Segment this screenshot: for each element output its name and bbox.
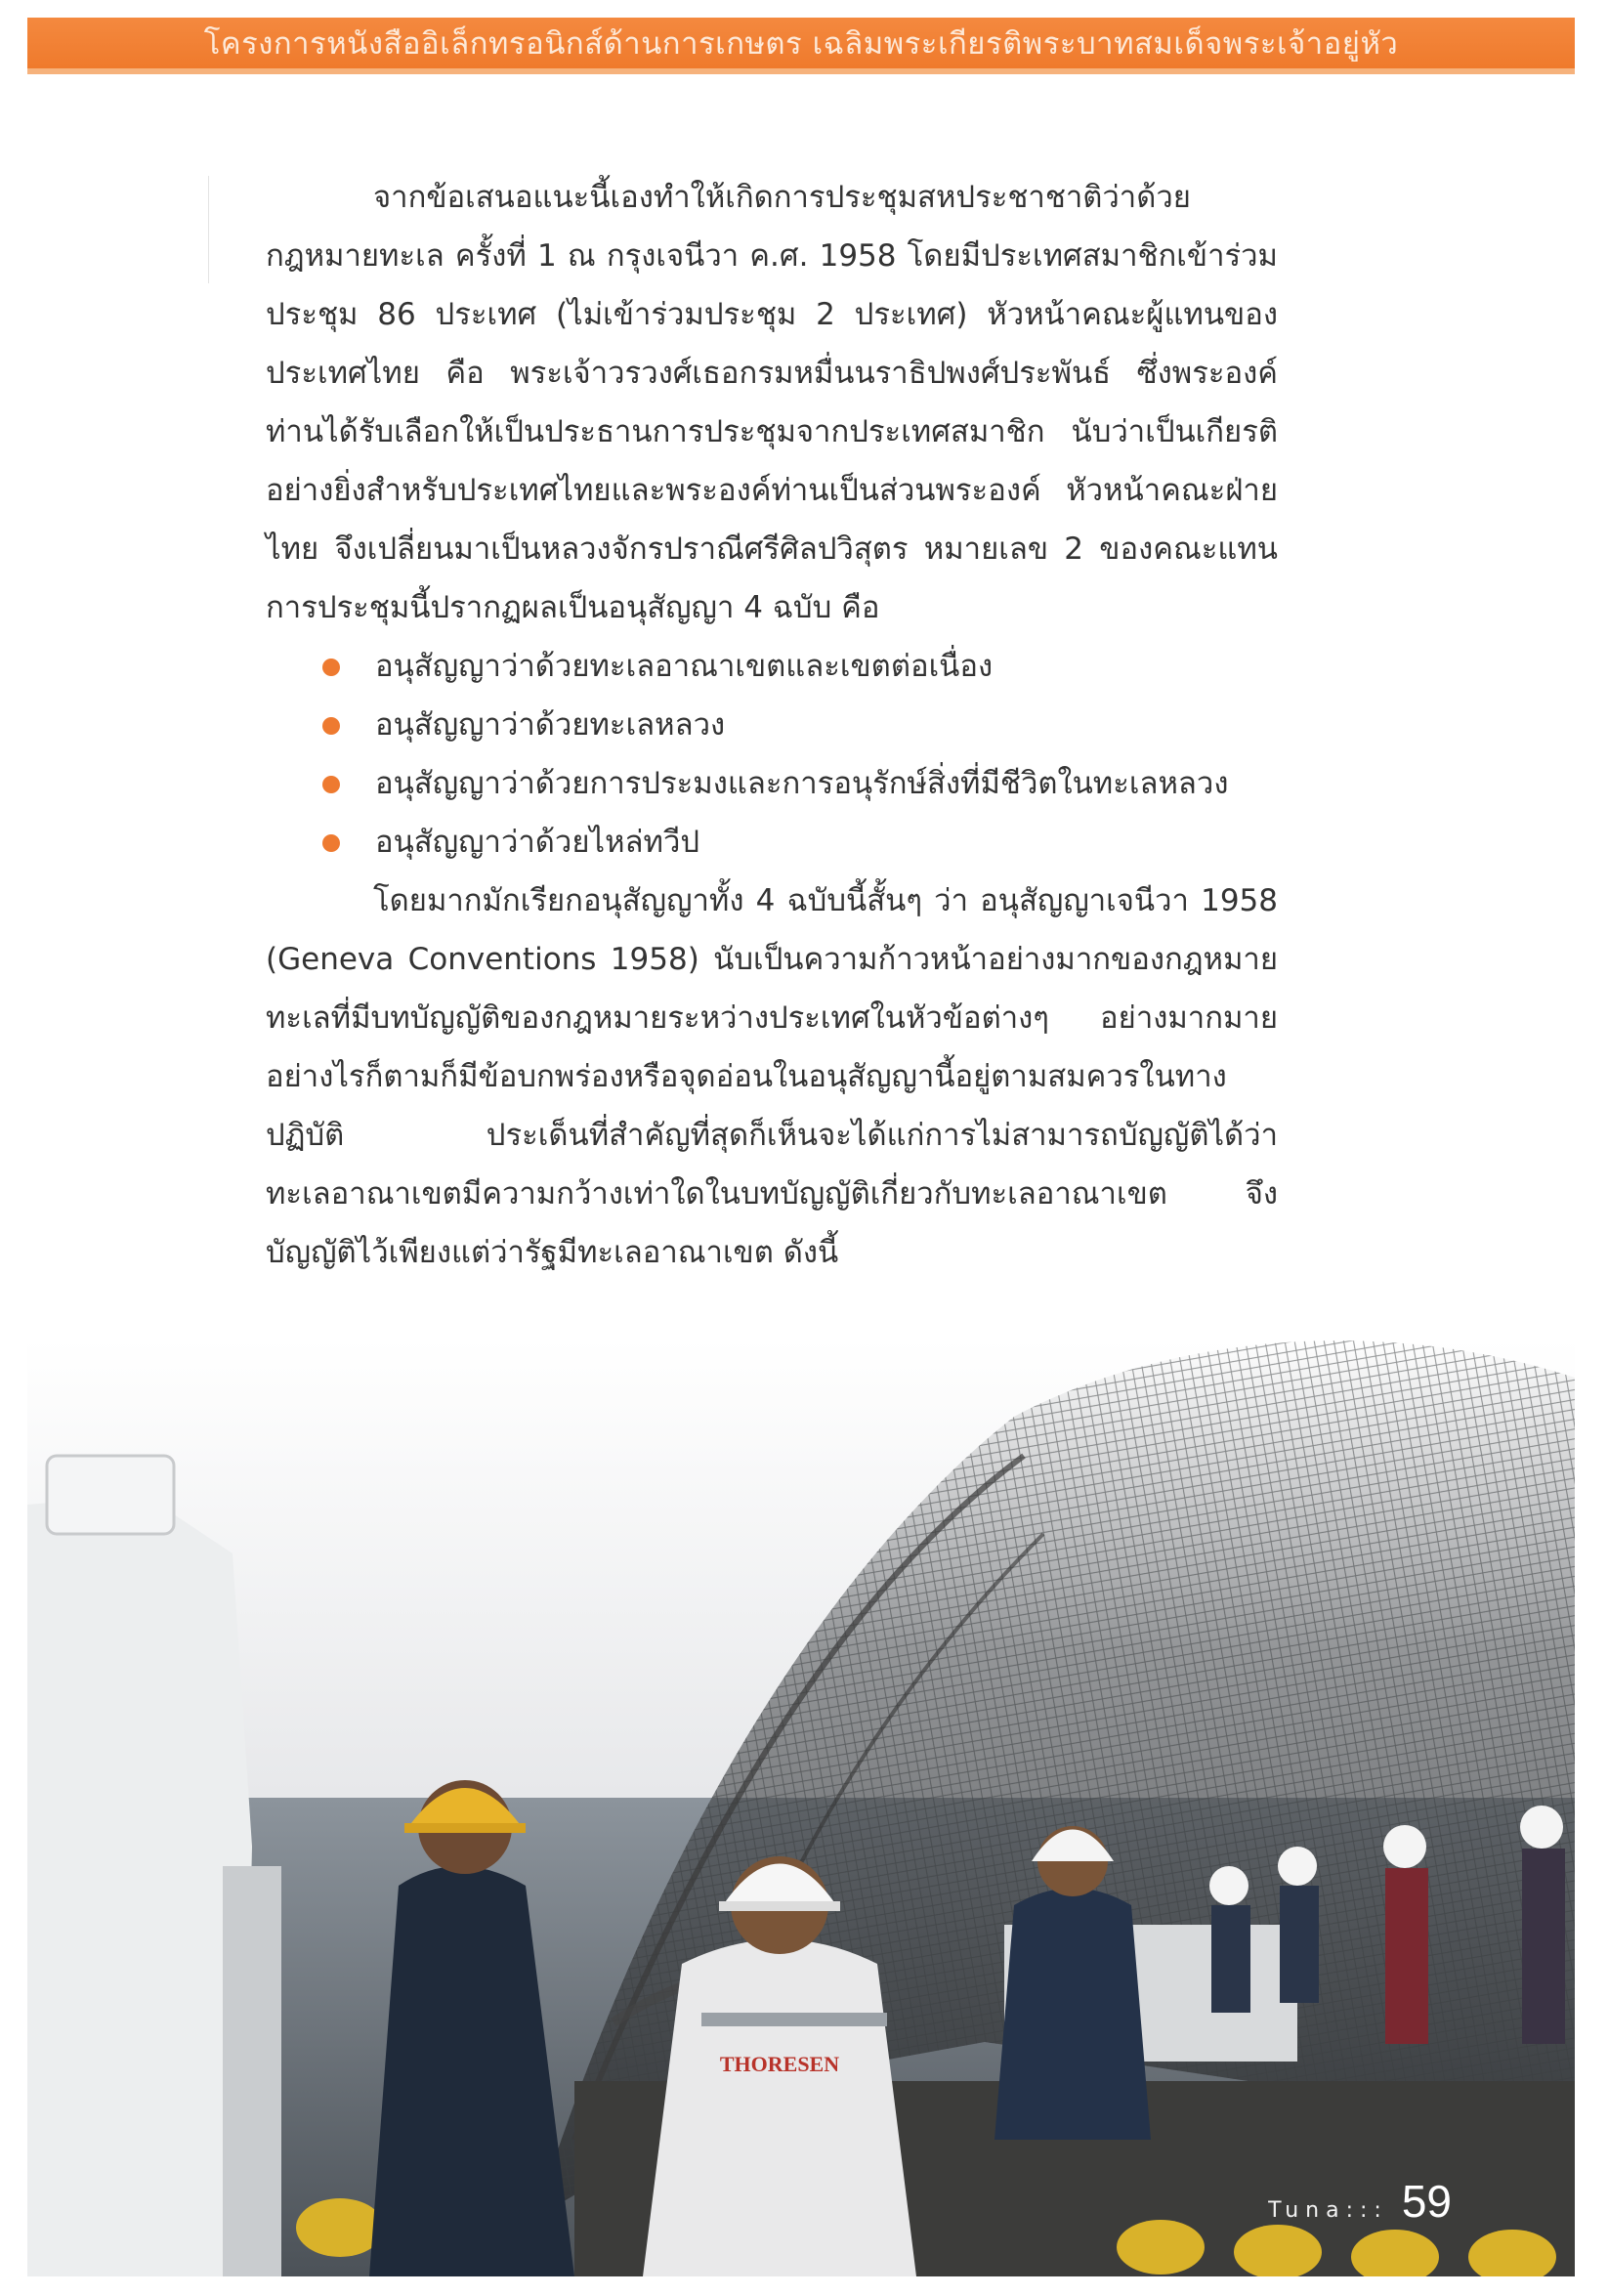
body-text xyxy=(266,168,1278,1282)
list-item-text: อนุสัญญาว่าด้วยทะเลอาณาเขตและเขตต่อเนื่อง xyxy=(375,649,994,684)
list-item xyxy=(375,637,1278,696)
crane-post xyxy=(223,1866,281,2276)
bullet-dot-icon xyxy=(322,659,340,676)
footer-label: Tuna::: xyxy=(1268,2198,1388,2223)
list-item xyxy=(375,696,1278,754)
list-item-text: อนุสัญญาว่าด้วยไหล่ทวีป xyxy=(375,825,700,860)
bullet-dot-icon xyxy=(322,834,340,852)
list-item-text: อนุสัญญาว่าด้วยการประมงและการอนุรักษ์สิ่งที่มีชีวิตในทะเลหลวง xyxy=(375,766,1229,801)
paragraph-2: โดยมากมักเรียกอนุสัญญาทั้ง 4 ฉบับนี้สั้นๆ ว่า อนุสัญญาเจนีวา 1958 (Geneva Conventions 1958) นับเป็นความก้าวหน้าอย่างมากของกฎหมายทะเลที่มีบทบัญญัติของกฎหมายระหว่างประเทศในหัวข้อต่างๆ อย่างมากมาย อย่างไรก็ตามก็มีข้อบกพร่องหรือจุดอ่อนในอนุสัญญานี้อยู่ตามสมควรในทางปฏิบัติ ประเด็นที่สำคัญที่สุดก็เห็นจะได้แก่การไม่สามารถบัญญัติได้ว่า ทะเลอาณาเขตมีความกว้างเท่าใดในบทบัญญัติเกี่ยวกับทะเลอาณาเขต จึงบัญญัติไว้เพียงแต่ว่ารัฐมีทะเลอาณาเขต ดังนี้ xyxy=(266,883,1278,1270)
list-item-text: อนุสัญญาว่าด้วยทะเลหลวง xyxy=(375,707,726,743)
float xyxy=(1117,2220,1205,2275)
float xyxy=(296,2198,384,2257)
list-item xyxy=(375,813,1278,872)
convention-list xyxy=(266,637,1278,872)
header-title: โครงการหนังสืออิเล็กทรอนิกส์ด้านการเกษตร เฉลิมพระเกียรติพระบาทสมเด็จพระเจ้าอยู่หัว xyxy=(203,26,1399,62)
shirt-logo-text: THORESEN xyxy=(719,2052,840,2076)
page-footer xyxy=(1268,2175,1452,2228)
margin-line xyxy=(208,176,209,283)
crane-housing xyxy=(47,1456,174,1534)
list-item xyxy=(375,754,1278,813)
paragraph-1: จากข้อเสนอแนะนี้เองทำให้เกิดการประชุมสหประชาชาติว่าด้วยกฎหมายทะเล ครั้งที่ 1 ณ กรุงเจนีวา ค.ศ. 1958 โดยมีประเทศสมาชิกเข้าร่วมประชุม 86 ประเทศ (ไม่เข้าร่วมประชุม 2 ประเทศ) หัวหน้าคณะผู้แทนของประเทศไทย คือ พระเจ้าวรวงศ์เธอกรมหมื่นนราธิปพงศ์ประพันธ์ ซึ่งพระองค์ท่านได้รับเลือกให้เป็นประธานการประชุมจากประเทศสมาชิก นับว่าเป็นเกียรติอย่างยิ่งสำหรับประเทศไทยและพระองค์ท่านเป็นส่วนพระองค์ หัวหน้าคณะฝ่ายไทย จึงเปลี่ยนมาเป็นหลวงจักรปราณีศรีศิลปวิสุตร หมายเลข 2 ของคณะแทนการประชุมนี้ปรากฏผลเป็นอนุสัญญา 4 ฉบับ คือ xyxy=(266,180,1278,625)
header-bar xyxy=(27,18,1575,74)
fishing-deck-photo xyxy=(27,1339,1575,2276)
bullet-dot-icon xyxy=(322,776,340,793)
page-number: 59 xyxy=(1401,2176,1452,2227)
crane-structure xyxy=(27,1495,252,2276)
bullet-dot-icon xyxy=(322,717,340,735)
